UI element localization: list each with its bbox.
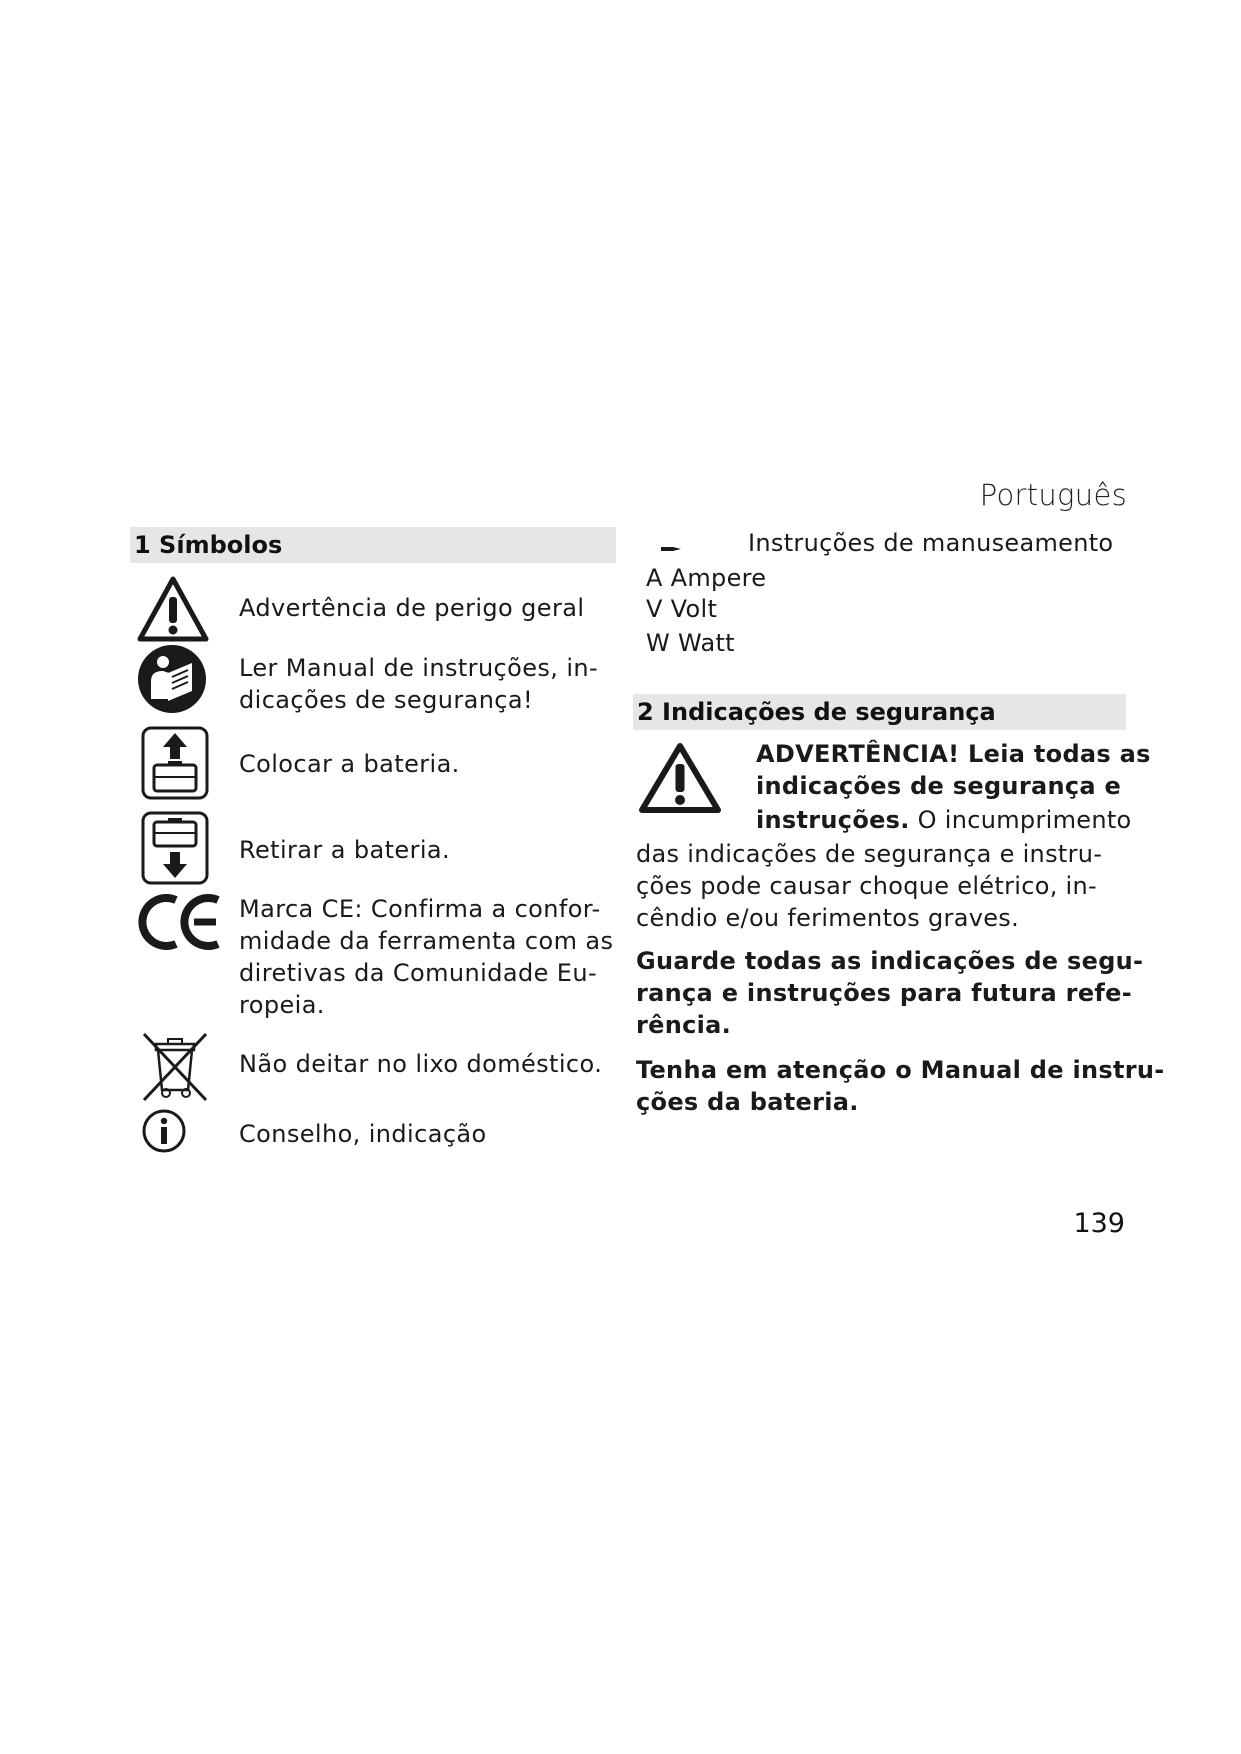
symbol-text-manual (239, 652, 598, 716)
ce-line-3: diretivas da Comunidade Eu- (239, 959, 598, 987)
crossed-bin-icon (140, 1030, 210, 1104)
warning-heading (756, 738, 1151, 802)
insert-battery-icon (140, 725, 210, 801)
symbol-text-bin: Não deitar no lixo doméstico. (239, 1050, 603, 1078)
keep-line-1: Guarde todas as indicações de segu- (636, 947, 1144, 975)
unit-volt: V Volt (646, 595, 718, 623)
symbol-text-info: Conselho, indicação (239, 1120, 487, 1148)
ce-mark-icon (138, 892, 222, 952)
battery-line-1: Tenha em atenção o Manual de instru- (636, 1056, 1165, 1084)
unit-watt: W Watt (646, 629, 735, 657)
ce-line-4: ropeia. (239, 991, 325, 1019)
battery-line-2: ções da bateria. (636, 1088, 859, 1116)
warning-rest-line-3: cêndio e/ou ferimentos graves. (636, 904, 1020, 932)
battery-manual-note (636, 1054, 1165, 1118)
manual-line-2: dicações de segurança! (239, 686, 534, 714)
warning-line-3 (756, 804, 1132, 836)
warning-rest-first: O incumprimento (917, 806, 1132, 834)
handling-instructions-label: Instruções de manuseamento (748, 529, 1114, 557)
section-2-heading: 2 Indicações de segurança (633, 694, 1126, 730)
warning-rest (636, 838, 1102, 934)
warning-rest-line-2: ções pode causar choque elétrico, in- (636, 872, 1097, 900)
manual-line-1: Ler Manual de instruções, in- (239, 654, 599, 682)
page-number: 139 (1073, 1208, 1125, 1239)
handling-arrow-icon (661, 538, 681, 546)
warning-triangle-icon (637, 740, 723, 818)
read-manual-icon (136, 643, 208, 715)
section-1-heading: 1 Símbolos (130, 527, 616, 563)
warning-bold-end: instruções. (756, 806, 910, 834)
symbol-text-remove: Retirar a bateria. (239, 836, 451, 864)
keep-line-3: rência. (636, 1011, 732, 1039)
symbol-text-insert: Colocar a bateria. (239, 750, 460, 778)
keep-line-2: rança e instruções para futura refe- (636, 979, 1132, 1007)
ce-line-2: midade da ferramenta com as (239, 927, 614, 955)
language-label: Português (979, 478, 1127, 512)
warning-triangle-icon (136, 573, 210, 647)
keep-instructions (636, 945, 1143, 1041)
unit-ampere: A Ampere (646, 564, 767, 592)
symbol-text-ce (239, 893, 613, 1021)
symbol-text-warning: Advertência de perigo geral (239, 594, 585, 622)
warning-rest-line-1: das indicações de segurança e instru- (636, 840, 1103, 868)
warning-bold-line-1: ADVERTÊNCIA! Leia todas as (756, 740, 1151, 768)
warning-bold-line-2: indicações de segurança e (756, 772, 1122, 800)
remove-battery-icon (140, 810, 210, 886)
ce-line-1: Marca CE: Confirma a confor- (239, 895, 601, 923)
info-icon (141, 1108, 187, 1154)
